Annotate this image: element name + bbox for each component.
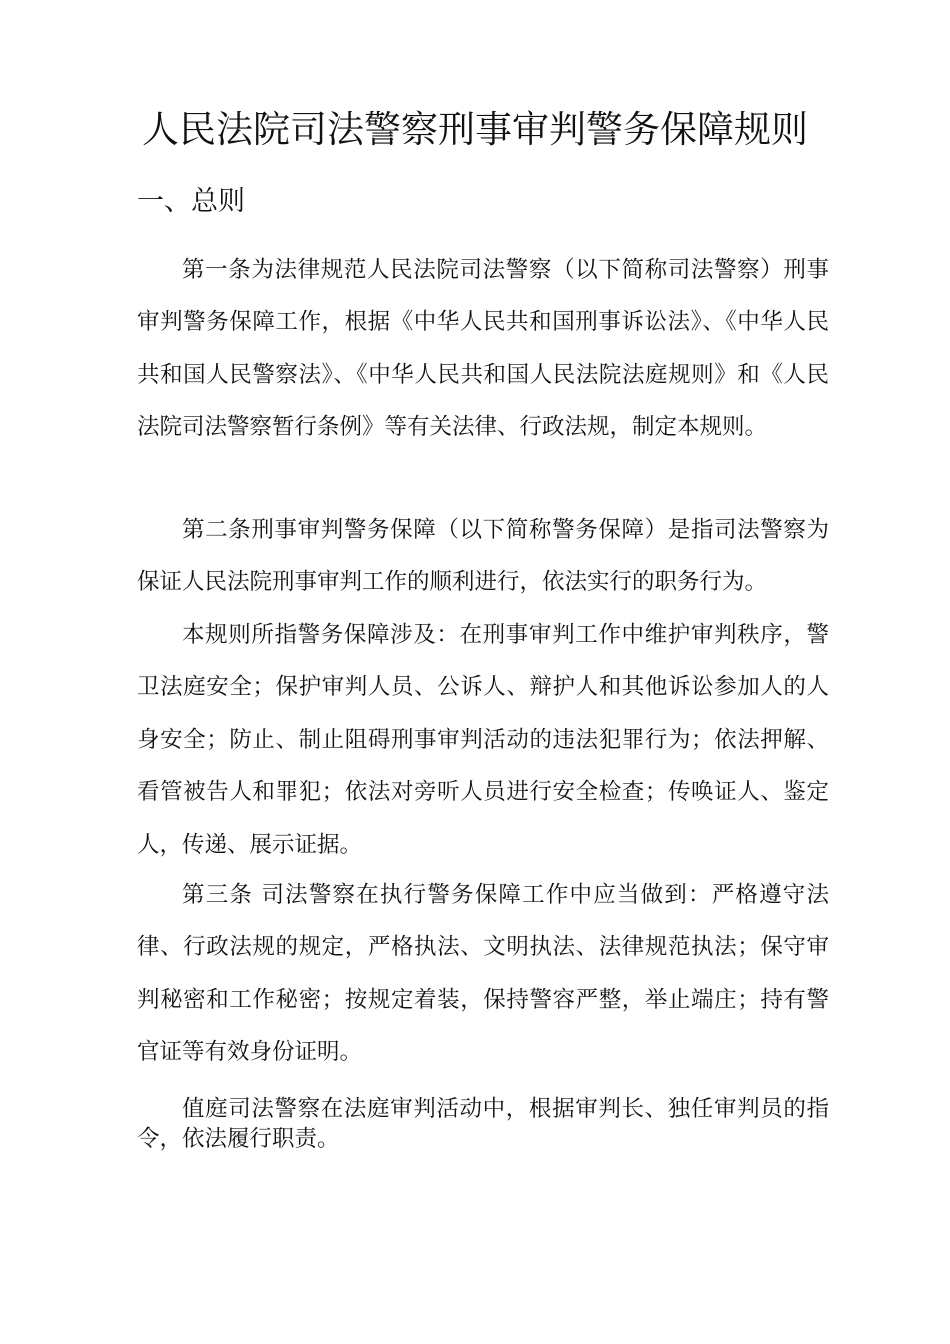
section-heading: 一、总则: [137, 186, 245, 217]
document-title: 人民法院司法警察刑事审判警务保障规则: [142, 108, 808, 151]
paragraph-article-2: 第二条刑事审判警务保障（以下简称警务保障）是指司法警察为保证人民法院刑事审判工作的顺利进行，依法实行的职务行为。: [137, 517, 829, 596]
paragraph-court-duty: 值庭司法警察在法庭审判活动中，根据审判长、独任审判员的指令，依法履行职责。: [137, 1096, 829, 1152]
paragraph-scope: 本规则所指警务保障涉及：在刑事审判工作中维护审判秩序，警卫法庭安全；保护审判人员、公诉人、辩护人和其他诉讼参加人的人身安全；防止、制止阻碍刑事审判活动的违法犯罪行为；依法押解、看管被告人和罪犯；依法对旁听人员进行安全检查；传唤证人、鉴定人，传递、展示证据。: [137, 622, 829, 858]
paragraph-article-1: 第一条为法律规范人民法院司法警察（以下简称司法警察）刑事审判警务保障工作，根据《中华人民共和国刑事诉讼法》、《中华人民共和国人民警察法》、《中华人民共和国人民法院法庭规则》和《人民法院司法警察暂行条例》等有关法律、行政法规，制定本规则。: [137, 257, 829, 441]
paragraph-article-3: 第三条 司法警察在执行警务保障工作中应当做到：严格遵守法律、行政法规的规定，严格执法、文明执法、法律规范执法；保守审判秘密和工作秘密；按规定着装，保持警容严整，举止端庄；持有警官证等有效身份证明。: [137, 882, 829, 1066]
